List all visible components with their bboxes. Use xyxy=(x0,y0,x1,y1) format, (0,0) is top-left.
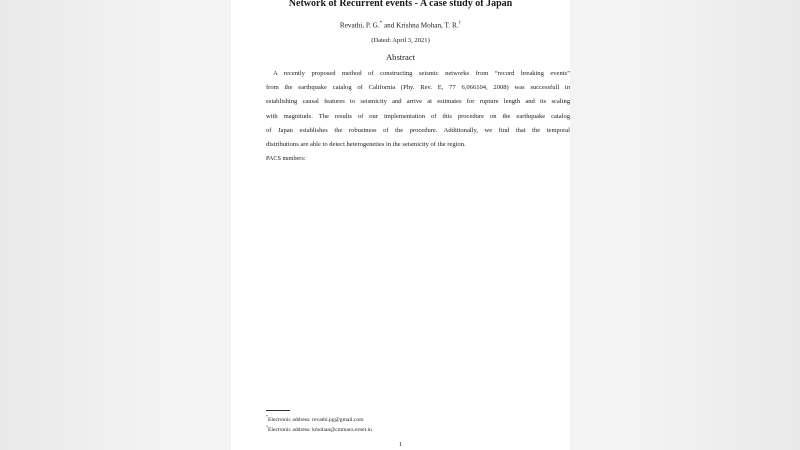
footnote xyxy=(266,414,364,423)
footnote-email: Electronic address: revathi.pg@gmail.com xyxy=(268,416,364,423)
abstract-line: distributions are able to detect heterogeneties in the seismicity of the region. xyxy=(266,141,466,149)
abstract-text xyxy=(266,67,570,152)
footnote-mark: * xyxy=(266,414,268,419)
author-name: Krishna Mohan, T. R. xyxy=(396,21,459,30)
footnote xyxy=(266,424,372,433)
page-number: 1 xyxy=(398,441,403,448)
abstract-heading: Abstract xyxy=(385,52,416,62)
abstract-line: from the earthquake catalog of California (Phy. Rev. E, 77 6,066104, 2008) was successfull in xyxy=(266,84,570,92)
footnote-mark: † xyxy=(458,21,462,26)
footnote-email: Electronic address: kmohan@cmmacs.ernet.in xyxy=(268,426,372,433)
author-name: Revathi, P. G. xyxy=(339,21,380,30)
author-connector: and xyxy=(382,21,397,30)
abstract-line: of Japan establishes the robustness of the procedure. Additionally, we find that the temporal xyxy=(266,126,570,134)
abstract-line: with magnitude. The results of our implementation of this procedure on the earthquake catalog xyxy=(266,112,570,120)
paper-title: Network of Recurrent events - A case study of Japan xyxy=(288,0,513,9)
footnote-mark: † xyxy=(266,424,268,429)
author-line xyxy=(231,21,570,29)
footnote-divider xyxy=(266,410,290,411)
paper-page xyxy=(231,0,570,450)
abstract-line: establishing causal features to seismicity and arrive at estimates for rupture length and its scaling xyxy=(266,98,570,106)
date-line: (Dated: April 3, 2021) xyxy=(371,37,430,44)
footnote-mark: * xyxy=(379,21,383,26)
abstract-line: A recently proposed method of constructing seismic networks from “record breaking events” xyxy=(273,70,570,77)
pacs-numbers: PACS numbers: xyxy=(266,155,306,162)
